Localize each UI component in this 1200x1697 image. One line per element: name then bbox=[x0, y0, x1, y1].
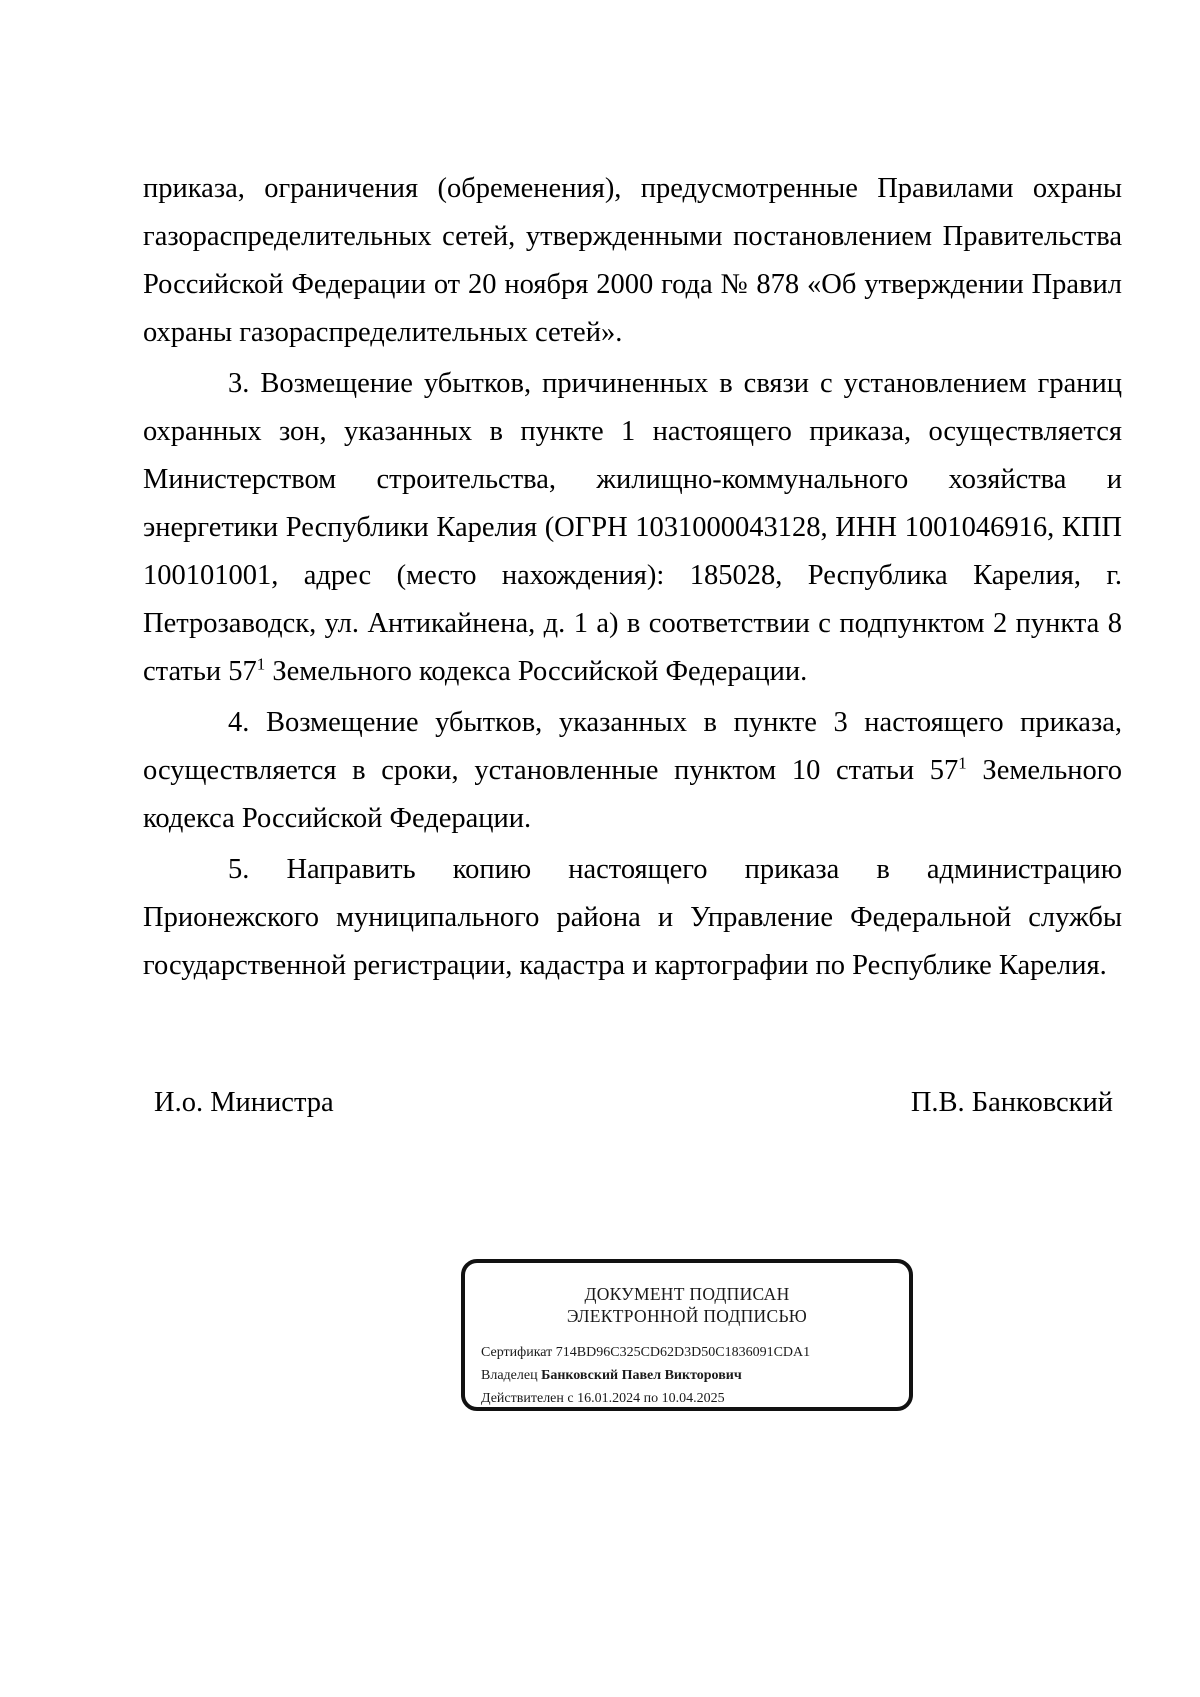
signatory-role: И.о. Министра bbox=[154, 1087, 334, 1118]
valid-to: 10.04.2025 bbox=[661, 1391, 725, 1406]
paragraph-item-5 bbox=[143, 846, 1122, 990]
article-superscript: 1 bbox=[256, 654, 266, 674]
certificate-value: 714BD96C325CD62D3D50C1836091CDA1 bbox=[555, 1345, 811, 1360]
paragraph-item-5-text: 5. Направить копию настоящего приказа в администрацию Прионежского муниципального района и Управление Федеральной службы государственной регистрации, кадастра и картографии по Республике Карелия. bbox=[143, 854, 1122, 981]
paragraph-item-3-text-end: Земельного кодекса Российской Федерации. bbox=[265, 656, 808, 687]
stamp-title bbox=[465, 1283, 909, 1327]
paragraph-item-4 bbox=[143, 699, 1122, 843]
stamp-certificate-row bbox=[481, 1344, 810, 1362]
valid-from: 16.01.2024 bbox=[577, 1391, 641, 1406]
owner-value: Банковский Павел Викторович bbox=[541, 1368, 742, 1383]
stamp-title-line-1: ДОКУМЕНТ ПОДПИСАН bbox=[584, 1284, 790, 1304]
signatory-name: П.В. Банковский bbox=[910, 1087, 1113, 1118]
valid-to-label: по bbox=[643, 1391, 659, 1406]
certificate-label: Сертификат bbox=[481, 1345, 553, 1360]
paragraph-item-3-text: 3. Возмещение убытков, причиненных в связи с установлением границ охранных зон, указанных в пункте 1 настоящего приказа, осуществляется Министерством строительства, жилищно-коммунального хозяйства и энергетики Республики Карелия (ОГРН 1031000043128, ИНН 1001046916, КПП 100101001, адрес (место нахождения): 185028, Республика Карелия, г. Петрозаводск, ул. Антикайнена, д. 1 а) в соответствии с подпунктом 2 пункта 8 статьи 57 bbox=[143, 368, 1122, 687]
paragraph-item-4-text: 4. Возмещение убытков, указанных в пункте 3 настоящего приказа, осуществляется в сроки, установленные пунктом 10 статьи 57 bbox=[143, 707, 1122, 786]
paragraph-item-4-text-end: Земельного кодекса Российской Федерации. bbox=[143, 755, 1122, 834]
stamp-title-line-2: ЭЛЕКТРОННОЙ ПОДПИСЬЮ bbox=[566, 1306, 808, 1326]
electronic-signature-stamp bbox=[461, 1259, 913, 1411]
paragraph-continuation-text: приказа, ограничения (обременения), предусмотренные Правилами охраны газораспределительных сетей, утвержденными постановлением Правительства Российской Федерации от 20 ноября 2000 года № 878 «Об утверждении Правил охраны газораспределительных сетей». bbox=[143, 173, 1122, 348]
article-superscript: 1 bbox=[958, 753, 967, 773]
paragraph-continuation bbox=[143, 165, 1122, 357]
valid-label: Действителен с bbox=[481, 1391, 574, 1406]
stamp-validity-row bbox=[481, 1390, 725, 1408]
owner-label: Владелец bbox=[481, 1368, 538, 1383]
paragraph-item-3 bbox=[143, 360, 1122, 696]
stamp-owner-row bbox=[481, 1367, 742, 1385]
document-body bbox=[143, 165, 1122, 993]
